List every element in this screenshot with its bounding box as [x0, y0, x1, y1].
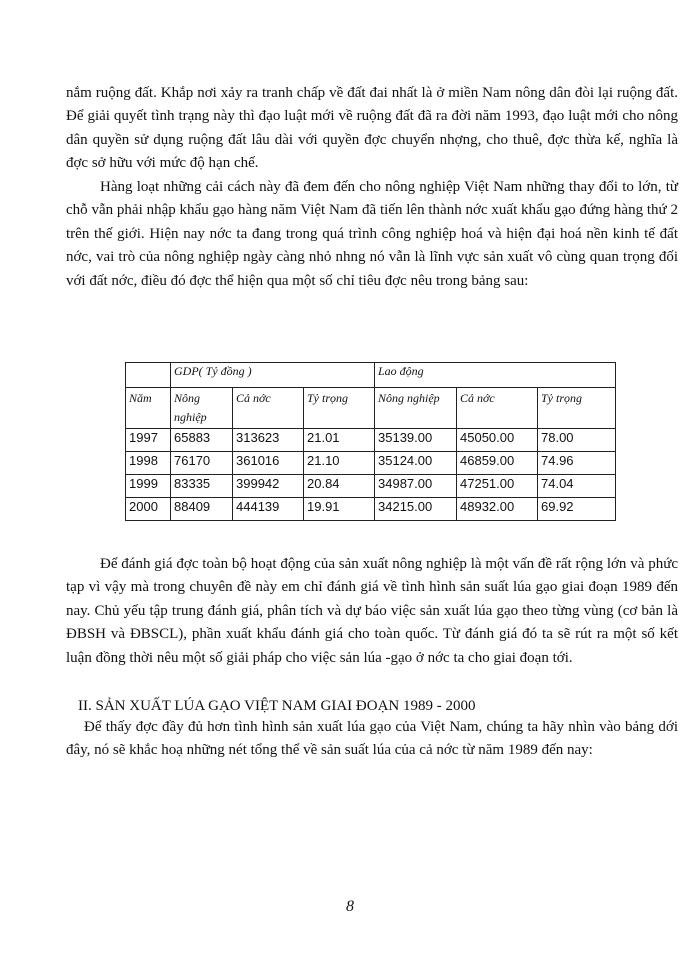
cell-gdp-share: 21.10	[304, 452, 375, 475]
cell-labor-country: 47251.00	[457, 475, 538, 498]
cell-labor-agri: 35124.00	[375, 452, 457, 475]
col-header-year: Năm	[126, 388, 171, 429]
paragraph-scope: Để đánh giá đợc toàn bộ hoạt động của sản xuất nông nghiệp là một vấn đề rất rộng lớn và phức tạp vì vậy mà trong chuyên đề này em chỉ đánh giá về tình hình sản suất lúa gạo giai đoạn 1989 đến nay. Chủ yếu tập trung đánh giá, phân tích và dự báo việc sản xuất lúa gạo theo từng vùng (cơ bản là ĐBSH và ĐBSCL), phần xuất khẩu đánh giá cho toàn quốc. Từ đánh giá đó ta sẽ rút ra một số kết luận đồng thời nêu một số giải pháp cho việc sản lúa -gạo ở nớc ta cho giai đoạn tới.	[66, 556, 678, 666]
cell-labor-share: 74.96	[538, 452, 616, 475]
paragraph-reform-results: Hàng loạt những cải cách này đã đem đến cho nông nghiệp Việt Nam những thay đổi to lớn, từ chỗ vẫn phải nhập khẩu gạo hàng năm Việt Nam đã tiến lên thành nớc xuất khẩu gạo đứng hàng thứ 2 trên thế giới. Hiện nay nớc ta đang trong quá trình công nghiệp hoá và hiện đại hoá nền kinh tế đất nớc, vai trò của nông nghiệp ngày càng nhỏ nhng nó vẫn là lĩnh vực sản xuất vô cùng quan trọng đối với đất nớc, điều đó đợc thể hiện qua một số chỉ tiêu đợc nêu trong bảng sau:	[66, 179, 678, 289]
page-number: 8	[346, 898, 354, 915]
cell-gdp-share: 19.91	[304, 498, 375, 521]
cell-labor-country: 48932.00	[457, 498, 538, 521]
table-group-gdp: GDP( Tỷ đồng )	[171, 363, 375, 388]
table-row	[126, 498, 616, 521]
col-header-labor-country: Cả nớc	[457, 388, 538, 429]
cell-gdp-country: 444139	[233, 498, 304, 521]
col-header-labor-agri: Nông nghiệp	[375, 388, 457, 429]
cell-gdp-country: 313623	[233, 429, 304, 452]
table-row	[126, 452, 616, 475]
cell-year: 2000	[126, 498, 171, 521]
cell-year: 1997	[126, 429, 171, 452]
col-header-gdp-agri: Nông nghiệp	[171, 388, 233, 429]
cell-labor-share: 74.04	[538, 475, 616, 498]
economic-indicators-table	[125, 362, 616, 521]
cell-labor-country: 46859.00	[457, 452, 538, 475]
cell-labor-country: 45050.00	[457, 429, 538, 452]
cell-labor-agri: 34215.00	[375, 498, 457, 521]
col-header-gdp-share: Tỷ trọng	[304, 388, 375, 429]
cell-gdp-agri: 88409	[171, 498, 233, 521]
table-group-labor: Lao động	[375, 363, 616, 388]
cell-gdp-share: 21.01	[304, 429, 375, 452]
table-row	[126, 429, 616, 452]
cell-labor-share: 69.92	[538, 498, 616, 521]
col-header-gdp-country: Cả nớc	[233, 388, 304, 429]
table-corner-cell	[126, 363, 171, 388]
cell-year: 1999	[126, 475, 171, 498]
table-column-header-row	[126, 388, 616, 429]
cell-labor-agri: 34987.00	[375, 475, 457, 498]
cell-labor-share: 78.00	[538, 429, 616, 452]
col-header-labor-share: Tỷ trọng	[538, 388, 616, 429]
cell-gdp-agri: 83335	[171, 475, 233, 498]
cell-gdp-agri: 76170	[171, 452, 233, 475]
paragraph-intro-table: Để thấy đợc đầy đủ hơn tình hình sản xuất lúa gạo của Việt Nam, chúng ta hãy nhìn vào bảng dới đây, nó sẽ khắc hoạ những nét tổng thể về sản suất lúa của cả nớc từ năm 1989 đến nay:	[66, 719, 678, 759]
cell-gdp-agri: 65883	[171, 429, 233, 452]
cell-gdp-country: 399942	[233, 475, 304, 498]
cell-year: 1998	[126, 452, 171, 475]
table-row	[126, 475, 616, 498]
cell-labor-agri: 35139.00	[375, 429, 457, 452]
cell-gdp-country: 361016	[233, 452, 304, 475]
table-group-header-row	[126, 363, 616, 388]
paragraph-land-reform: nắm ruộng đất. Khắp nơi xảy ra tranh chấp về đất đai nhất là ở miền Nam nông dân đòi lại ruộng đất. Để giải quyết tình trạng này thì đạo luật mới về ruộng đất đã ra đời năm 1993, đạo luật mới cho nông dân quyền sử dụng ruộng đất lâu dài với quyền đợc chuyển nhợng, cho thuê, đợc thừa kế, nghĩa là đợc sở hữu với mức độ hạn chế.	[66, 85, 678, 172]
cell-gdp-share: 20.84	[304, 475, 375, 498]
section-heading: II. SẢN XUẤT LÚA GẠO VIỆT NAM GIAI ĐOẠN 1989 - 2000	[78, 698, 476, 714]
